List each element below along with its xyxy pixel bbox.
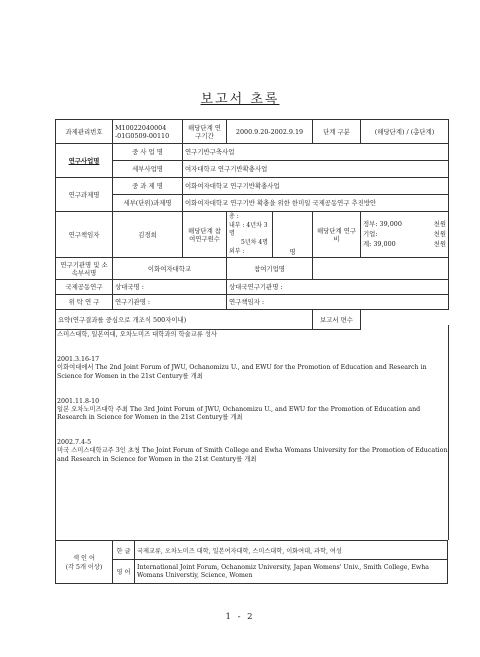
pages-label: 보고서 면수 xyxy=(313,310,361,330)
intl-inst: 상대국연구기관명 : xyxy=(227,280,449,295)
mgmt-no-label: 과제관리번호 xyxy=(56,120,113,144)
funds-gov: 정부: 39,000 xyxy=(363,220,402,229)
mid-task-label: 중 과 제 명 xyxy=(113,178,183,195)
keywords-sublabel: (각 5개 이상) xyxy=(65,564,103,571)
detail-task-label: 세부(단위)과제명 xyxy=(113,195,183,212)
participants-internal-2: 5년차 4명 xyxy=(241,239,268,247)
detail-project-value: 여자대학교 연구기반확충사업 xyxy=(183,161,449,178)
funds-unit-2: 천원 xyxy=(433,229,446,238)
keywords-ko-label: 한 글 xyxy=(113,541,135,560)
period-label: 해당단계 연구기간 xyxy=(183,120,227,144)
summary-intro: 스미스대학, 일본여대, 오차노미즈 대학과의 학술교류 성사 xyxy=(57,331,217,338)
funds-values xyxy=(361,212,449,258)
participants-internal: 내부 : 4년차 3명 xyxy=(229,221,268,238)
page-number: 1 - 2 xyxy=(225,612,255,622)
participants-unit: 명 xyxy=(273,212,313,258)
mgmt-no-value: M10022040004 -01G0509-00110 xyxy=(113,120,183,144)
stage-label: 단계 구분 xyxy=(313,120,361,144)
event-date-1: 2001.3.16-17 xyxy=(57,356,100,364)
funds-unit-3: 천원 xyxy=(433,239,446,248)
detail-task-value: 이화여자대학교 연구기반 확충을 위한 한미일 국제공동연구 추진방안 xyxy=(183,195,449,212)
consign-label: 위 탁 연 구 xyxy=(56,295,113,310)
stage-value: (해당단계) / (총단계) xyxy=(361,120,449,144)
mid-project-value: 연구기반구축사업 xyxy=(183,144,449,161)
page-title: 보고서 초록 xyxy=(200,92,280,107)
detail-project-label: 세부사업명 xyxy=(113,161,183,178)
keywords-en-value: International Joint Forum, Ochanomiz University, Japan Womens' Univ., Smith College, Ewha Womans Universtiy, Science, Women xyxy=(135,560,448,584)
pages-value xyxy=(361,310,449,330)
researcher-value: 김경희 xyxy=(113,212,183,258)
funds-total: 계: 39,000 xyxy=(363,239,396,248)
event-text-3: 미국 스미스대학교주 3인 초청 The Joint Forum of Smith College and Ewha Womans University for the Promotion of Education and Research in Science for Women in the 21st Century를 개최 xyxy=(57,447,448,463)
event-text-1: 이화여대에서 The 2nd Joint Forum of JWU, Ochanomizu U., and EWU for the Promotion of Education and Research in Science for Women in the 21st Century를 개최 xyxy=(57,364,427,380)
funds-label: 해당단계 연구비 xyxy=(313,212,361,258)
intl-country: 상대국명 : xyxy=(113,280,227,295)
funds-corp: 기업: xyxy=(363,229,378,238)
institution-value: 이화여자대학교 xyxy=(113,258,227,280)
event-text-2: 일본 오차노미즈대학 주최 The 3rd Joint Forum of JWU, Ochanomizu U., and EWU for the Promotion of Education and Research in Science for Women in the 21st Century를 개최 xyxy=(57,405,421,422)
abstract-label: 요약(연구결과를 중심으로 개조식 500자이내) xyxy=(56,310,313,330)
company-value xyxy=(313,258,449,280)
event-date-3: 2002.7.4-5 xyxy=(57,439,92,447)
researcher-label: 연구책임자 xyxy=(56,212,113,258)
consign-lead: 연구책임자 : xyxy=(227,295,449,310)
event-date-2: 2001.11.8-10 xyxy=(57,397,100,405)
keywords-ko-value: 국제교류, 오차노미즈 대학, 일본여자대학, 스미스대학, 이화여대, 과학, 여성 xyxy=(135,541,448,560)
project-label: 연구사업명 xyxy=(56,144,113,178)
keywords-en-label: 영 어 xyxy=(113,560,135,584)
period-value: 2000.9.20-2002.9.19 xyxy=(227,120,313,144)
mid-project-label: 중 사 업 명 xyxy=(113,144,183,161)
participants-label: 해당단계 참여연구원수 xyxy=(183,212,227,258)
institution-label: 연구기관명 및 소속부서명 xyxy=(56,258,113,280)
keywords-table xyxy=(55,540,448,584)
participants-counts xyxy=(227,212,273,258)
participants-total: 총 : xyxy=(229,213,239,220)
keywords-label: 색 인 어 xyxy=(73,555,95,562)
participants-external: 외부 : xyxy=(229,247,245,255)
report-form-table xyxy=(55,119,449,330)
summary-right-border xyxy=(448,325,449,540)
intl-label: 국제공동연구 xyxy=(56,280,113,295)
consign-inst: 연구기관명 : xyxy=(113,295,227,310)
funds-unit-1: 천원 xyxy=(433,220,446,229)
company-label: 참여기업명 xyxy=(227,258,313,280)
mid-task-value: 이화여자대학교 연구기반확충사업 xyxy=(183,178,449,195)
summary-body xyxy=(55,331,448,464)
task-label: 연구과제명 xyxy=(56,178,113,212)
keywords-label-cell xyxy=(56,541,113,584)
